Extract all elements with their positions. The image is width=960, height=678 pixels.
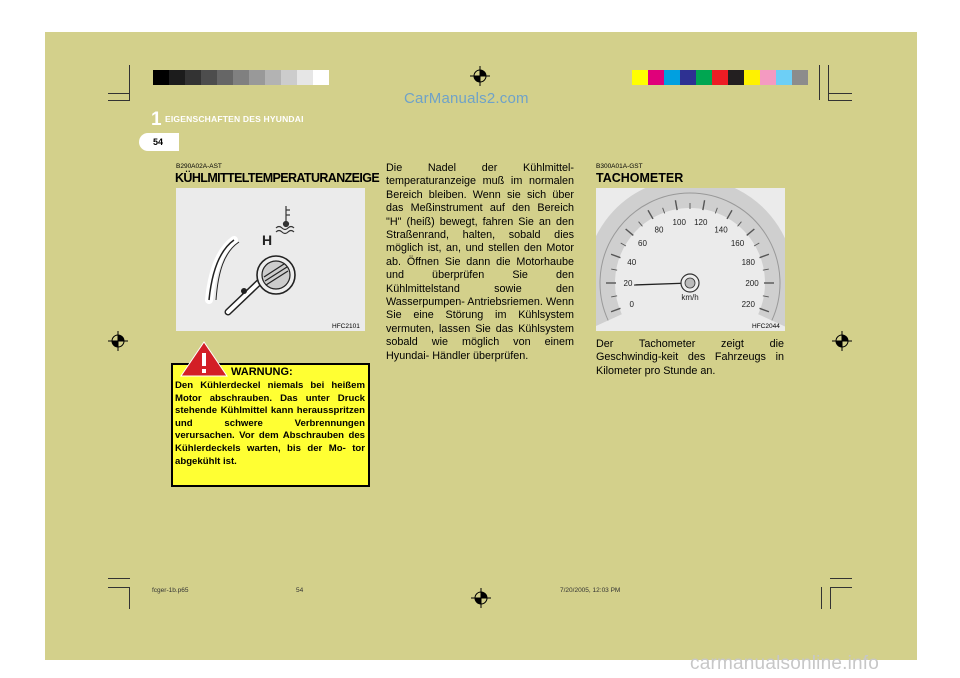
calibration-swatch [712,70,728,85]
coolant-description: Die Nadel der Kühlmittel- temperaturanzeige muß im normalen Bereich bleiben. Wenn sie sich über das Meßinstrument auf den Bereich "H" (heiß) bewegt, fahren Sie an den Straßenrand, halten, sobald dies möglich ist, an, und stellen den Motor ab. Öffnen Sie dann die Motorhaube und überprüfen Sie den Kühlmittelstand sowie den Wasserpumpen- Antriebsriemen. Wenn Sie eine Störung im Kühlsystem vermuten, lassen Sie das Kühlsystem sobald wie möglich von einem Hyundai- Händler überprüfen. [386,162,574,362]
crop-mark [108,578,130,579]
calibration-swatch [297,70,313,85]
crop-mark [830,587,831,609]
calibration-swatch [744,70,760,85]
temperature-gauge-icon [176,188,365,331]
gauge-label: 100 [672,217,686,227]
calibration-swatch [728,70,744,85]
calibration-swatch [265,70,281,85]
calibration-swatch [680,70,696,85]
calibration-swatch [760,70,776,85]
footer-file: fcger-1b.p65 [152,587,189,594]
crop-mark [129,65,130,100]
section-code: B300A01A-GST [596,163,643,170]
footer-date: 7/20/2005, 12:03 PM [560,587,621,594]
temperature-gauge-figure [176,188,365,331]
calibration-swatch [696,70,712,85]
speedometer-gauge [596,188,785,331]
registration-mark-icon [470,66,490,86]
calibration-swatch [217,70,233,85]
warning-triangle-icon [180,341,228,377]
crop-mark [830,578,852,579]
registration-mark-icon [832,331,852,351]
footer-page: 54 [296,587,304,594]
section-heading: KÜHLMITTELTEMPERATURANZEIGE [175,171,380,185]
calibration-swatch [776,70,792,85]
calibration-swatch [792,70,808,85]
tachometer-description: Der Tachometer zeigt die Geschwindig-keit des Fahrzeugs in Kilometer pro Stunde an. [596,338,784,377]
crop-mark [828,65,829,100]
figure-caption: HFC2101 [332,323,360,330]
gauge-label: 220 [741,300,755,310]
calibration-swatch [153,70,169,85]
gauge-label: 40 [627,257,637,267]
tachometer-figure [596,188,785,331]
calibration-swatch [281,70,297,85]
crop-mark [108,587,130,588]
gray-calibration-bar [153,70,329,85]
section-code: B290A02A-AST [176,163,222,170]
calibration-swatch [632,70,648,85]
gauge-label: 140 [714,225,728,235]
calibration-swatch [185,70,201,85]
calibration-swatch [648,70,664,85]
chapter-number: 1 [151,109,162,130]
watermark[interactable]: CarManuals2.com [404,90,529,107]
registration-mark-icon [108,331,128,351]
color-calibration-bar [632,70,808,85]
gauge-label: 20 [623,279,633,288]
page-number: 54 [153,137,164,147]
gauge-label: 180 [741,257,755,267]
crop-mark [828,100,852,101]
calibration-swatch [233,70,249,85]
gauge-label: 60 [638,239,647,249]
gauge-hub-center [685,278,695,288]
crop-mark [821,587,822,609]
crop-mark [828,93,852,94]
crop-mark [108,93,130,94]
crop-mark [819,65,820,100]
gauge-hot-label: H [262,232,273,248]
calibration-swatch [664,70,680,85]
chapter-title: EIGENSCHAFTEN DES HYUNDAI [165,114,304,124]
gauge-label: 120 [694,217,708,227]
gauge-label: 80 [654,225,664,235]
crop-mark [108,100,130,101]
calibration-swatch [201,70,217,85]
section-heading: TACHOMETER [596,171,684,185]
warning-title: WARNUNG: [231,366,293,378]
gauge-label: 160 [730,239,745,249]
calibration-swatch [169,70,185,85]
figure-caption: HFC2044 [752,323,780,330]
gauge-unit: km/h [681,293,699,302]
gauge-label: 0 [629,300,634,310]
warning-text: Den Kühlerdeckel niemals bei heißem Motor abschrauben. Das unter Druck stehende Kühlmittel kann herausspritzen und schwere Verbrennungen verursachen. Vor dem Abschrauben des Kühlerdeckels warten, bis der Mo- tor abgekühlt ist. [175,380,365,467]
registration-mark-icon [471,588,491,608]
calibration-swatch [249,70,265,85]
bottom-watermark[interactable]: carmanualsonline.info [690,653,880,674]
gauge-label: 200 [745,279,759,288]
crop-mark [129,587,130,609]
crop-mark [830,587,852,588]
calibration-swatch [313,70,329,85]
